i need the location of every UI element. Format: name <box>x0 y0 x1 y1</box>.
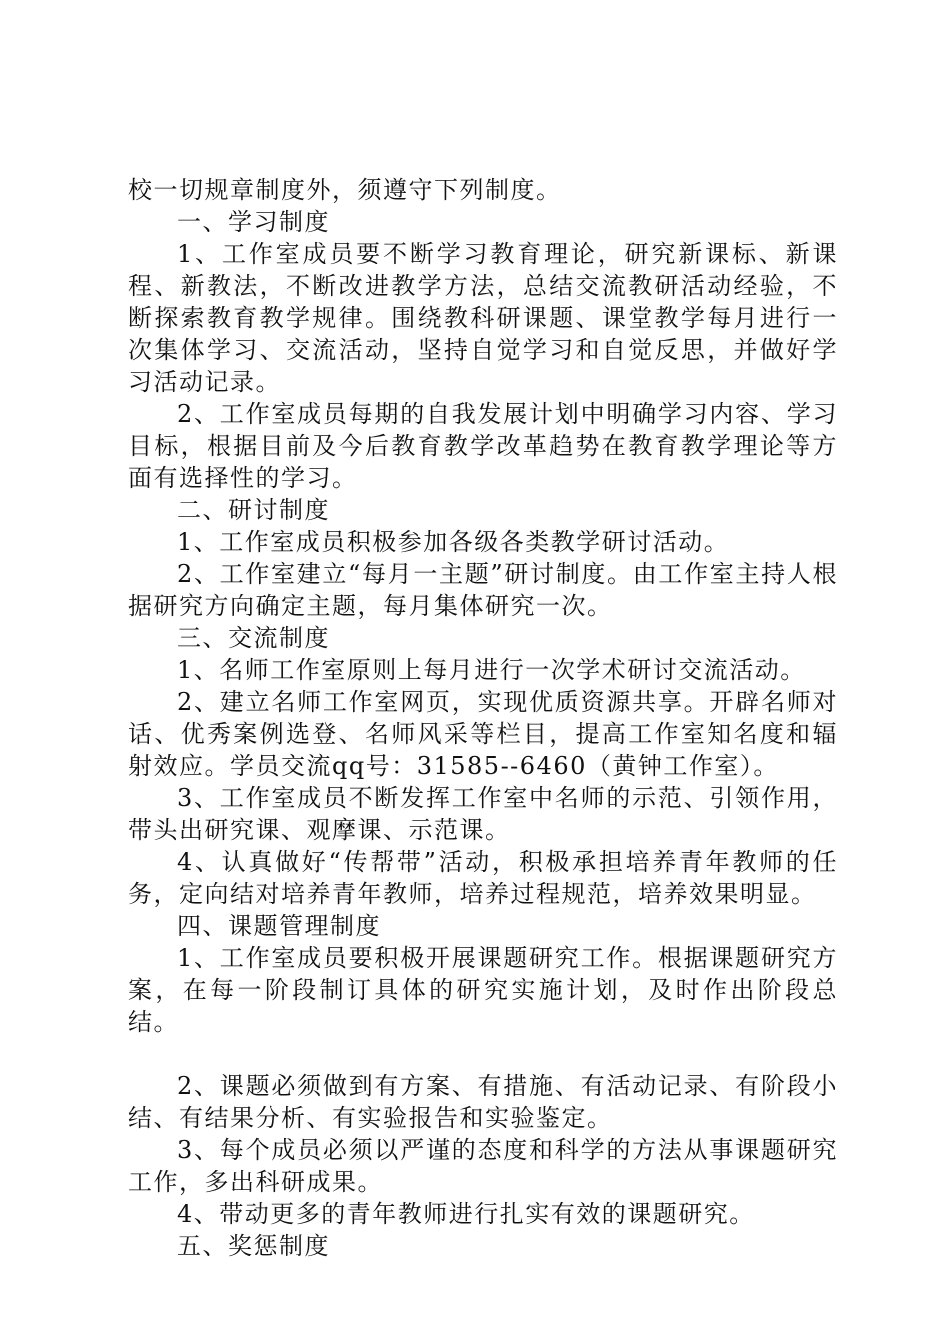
paragraph-study-1: 1、工作室成员要不断学习教育理论，研究新课标、新课程、新教法，不断改进教学方法，总结交流教研活动经验，不断探索教育教学规律。围绕教科研课题、课堂教学每月进行一次集体学习、交流活动，坚持自觉学习和自觉反思，并做好学习活动记录。 <box>128 240 838 396</box>
paragraph-study-2: 2、工作室成员每期的自我发展计划中明确学习内容、学习目标，根据目前及今后教育教学改革趋势在教育教学理论等方面有选择性的学习。 <box>128 400 838 492</box>
paragraph-seminar-2: 2、工作室建立“每月一主题”研讨制度。由工作室主持人根据研究方向确定主题，每月集体研究一次。 <box>128 560 838 620</box>
section-heading-study: 一、学习制度 <box>177 208 330 236</box>
paragraph-exchange-3: 3、工作室成员不断发挥工作室中名师的示范、引领作用，带头出研究课、观摩课、示范课。 <box>128 784 838 844</box>
paragraph-project-1: 1、工作室成员要积极开展课题研究工作。根据课题研究方案，在每一阶段制订具体的研究实施计划，及时作出阶段总结。 <box>128 944 838 1036</box>
paragraph-exchange-4: 4、认真做好“传帮带”活动，积极承担培养青年教师的任务，定向结对培养青年教师，培养过程规范，培养效果明显。 <box>128 848 838 908</box>
paragraph-project-2: 2、课题必须做到有方案、有措施、有活动记录、有阶段小结、有结果分析、有实验报告和实验鉴定。 <box>128 1072 838 1132</box>
section-heading-reward: 五、奖惩制度 <box>177 1232 330 1260</box>
paragraph-seminar-1: 1、工作室成员积极参加各级各类教学研讨活动。 <box>177 528 730 556</box>
section-heading-exchange: 三、交流制度 <box>177 624 330 652</box>
section-heading-seminar: 二、研讨制度 <box>177 496 330 524</box>
paragraph-project-4: 4、带动更多的青年教师进行扎实有效的课题研究。 <box>177 1200 755 1228</box>
paragraph-exchange-1: 1、名师工作室原则上每月进行一次学术研讨交流活动。 <box>177 656 806 684</box>
paragraph-exchange-2: 2、建立名师工作室网页，实现优质资源共享。开辟名师对话、优秀案例选登、名师风采等栏目，提高工作室知名度和辐射效应。学员交流qq号：31585--6460（黄钟工作室）。 <box>128 688 838 780</box>
paragraph-continuation: 校一切规章制度外，须遵守下列制度。 <box>128 176 562 204</box>
section-heading-project: 四、课题管理制度 <box>177 912 381 940</box>
paragraph-project-3: 3、每个成员必须以严谨的态度和科学的方法从事课题研究工作，多出科研成果。 <box>128 1136 838 1196</box>
document-body <box>128 174 838 1262</box>
